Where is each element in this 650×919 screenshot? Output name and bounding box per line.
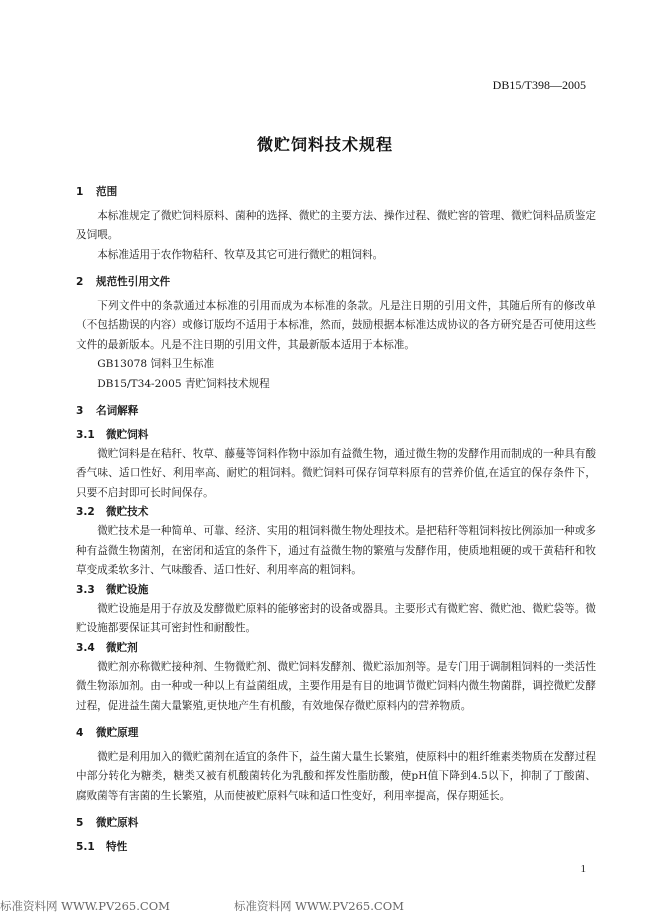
subsection-3-3-heading — [76, 581, 596, 600]
footer-watermark-left: 标准资料网 WWW.PV265.COM — [0, 899, 170, 913]
subsection-title: 特性 — [106, 840, 128, 853]
paragraph: 本标准规定了微贮饲料原料、菌种的选择、微贮的主要方法、操作过程、微贮窖的管理、微贮饲料品质鉴定及饲喂。 — [76, 209, 596, 241]
section-number: 2 — [76, 276, 84, 288]
section-title: 名词解释 — [96, 405, 139, 417]
section-title: 范围 — [96, 186, 118, 198]
footer-watermark-right: 标准资料网 WWW.PV265.COM — [234, 899, 404, 913]
subsection-3-4-heading — [76, 639, 596, 658]
section-number: 4 — [76, 727, 84, 739]
section-1-heading — [76, 183, 596, 203]
subsection-number: 3.3 — [76, 583, 95, 596]
page-number: 1 — [580, 863, 586, 875]
subsection-title: 微贮剂 — [106, 641, 138, 654]
subsection-number: 3.4 — [76, 641, 95, 654]
paragraph: 微贮设施是用于存放及发酵微贮原料的能够密封的设备或器具。主要形式有微贮窖、微贮池、微贮袋等。微贮设施都要保证其可密封性和耐酸性。 — [76, 602, 596, 634]
section-title: 微贮原料 — [96, 817, 139, 829]
paragraph: 微贮技术是一种简单、可靠、经济、实用的粗饲料微生物处理技术。是把秸秆等粗饲料按比例添加一种或多种有益微生物菌剂，在密闭和适宜的条件下，通过有益微生物的繁殖与发酵作用，使质地粗硬的或干黄秸秆和牧草变成柔软多汁、气味酸香、适口性好、利用率高的粗饲料。 — [76, 525, 596, 576]
section-5-heading — [76, 814, 596, 834]
reference-item: GB13078 饲料卫生标准 — [97, 358, 215, 370]
section-number: 1 — [76, 186, 84, 198]
section-2-heading — [76, 273, 596, 293]
subsection-3-1-heading — [76, 426, 596, 445]
paragraph: 微贮是利用加入的微贮菌剂在适宜的条件下，益生菌大量生长繁殖，使原料中的粗纤维素类物质在发酵过程中部分转化为糖类，糖类又被有机酸菌转化为乳酸和挥发性脂肪酸，使pH值下降到4.5以下，抑制了丁酸菌、腐败菌等有害菌的生长繁殖，从而使被贮原料气味和适口性变好，利用率提高，保存期延长。 — [76, 750, 596, 802]
section-number: 5 — [76, 817, 84, 829]
subsection-title: 微贮设施 — [106, 583, 149, 596]
paragraph: 微贮饲料是在秸秆、牧草、藤蔓等饲料作物中添加有益微生物，通过微生物的发酵作用而制成的一种具有酸香气味、适口性好、利用率高、耐贮的粗饲料。微贮饲料可保存饲草料原有的营养价值,在适宜的保存条件下，只要不启封即可长时间保存。 — [76, 447, 596, 499]
paragraph: 下列文件中的条款通过本标准的引用而成为本标准的条款。凡是注日期的引用文件，其随后所有的修改单（不包括勘误的内容）或修订版均不适用于本标准，然而，鼓励根据本标准达成协议的各方研究是否可使用这些文件的最新版本。凡是不注日期的引用文件，其最新版本适用于本标准。 — [76, 299, 596, 351]
section-number: 3 — [76, 405, 84, 417]
reference-item: DB15/T34-2005 青贮饲料技术规程 — [97, 377, 270, 390]
subsection-number: 3.2 — [76, 506, 95, 518]
subsection-number: 5.1 — [76, 840, 95, 853]
section-title: 规范性引用文件 — [96, 276, 171, 288]
section-title: 微贮原理 — [96, 727, 139, 739]
subsection-5-1-heading — [76, 838, 596, 857]
section-3-heading — [76, 402, 596, 422]
section-4-heading — [76, 724, 596, 744]
document-body — [76, 183, 596, 857]
paragraph: 本标准适用于农作物秸秆、牧草及其它可进行微贮的粗饲料。 — [97, 248, 384, 261]
document-title: 微贮饲料技术规程 — [256, 135, 393, 154]
subsection-title: 微贮技术 — [106, 506, 149, 518]
document-code: DB15/T398—2005 — [492, 78, 586, 92]
subsection-number: 3.1 — [76, 428, 95, 441]
paragraph: 微贮剂亦称微贮接种剂、生物微贮剂、微贮饲料发酵剂、微贮添加剂等。是专门用于调制粗饲料的一类活性微生物添加剂。由一种或一种以上有益菌组成，主要作用是有目的地调节微贮饲料内微生物菌群，调控微贮发酵过程，促进益生菌大量繁殖,更快地产生有机酸，有效地保存微贮原料内的营养物质。 — [76, 660, 596, 712]
subsection-title: 微贮饲料 — [106, 428, 149, 441]
subsection-3-2-heading — [76, 503, 596, 522]
